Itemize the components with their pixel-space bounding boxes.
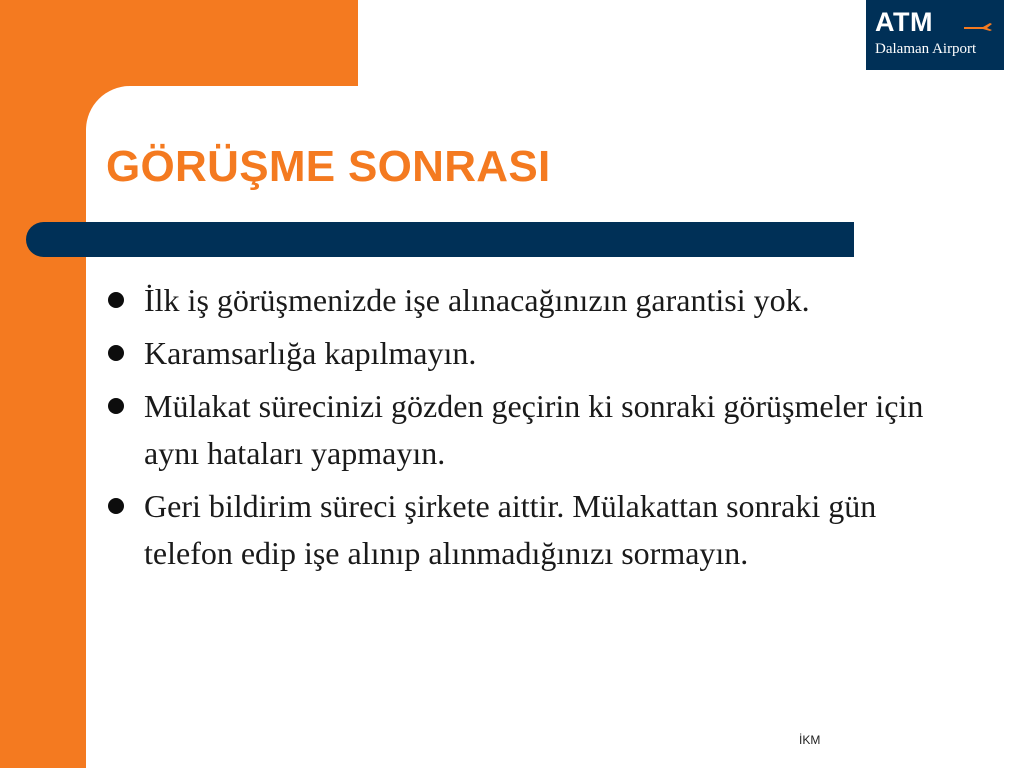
bullet-text: İlk iş görüşmenizde işe alınacağınızın garantisi yok. [144,282,810,318]
bullet-dot-icon [108,498,124,514]
bullet-dot-icon [108,398,124,414]
bullet-text: Geri bildirim süreci şirkete aittir. Mülakattan sonraki gün telefon edip işe alınıp alınmadığınızı sormayın. [144,488,877,571]
title-divider-bar [26,222,854,257]
atm-logo [866,0,1004,70]
bullet-list [104,277,944,583]
bullet-dot-icon [108,292,124,308]
bullet-dot-icon [108,345,124,361]
logo-subtitle: Dalaman Airport [875,41,977,57]
logo-brand: ATM [875,7,933,37]
bullet-item [104,483,944,577]
slide-title: GÖRÜŞME SONRASI [106,142,551,191]
bullet-item [104,383,944,477]
bullet-item [104,330,944,377]
bullet-text: Mülakat sürecinizi gözden geçirin ki sonraki görüşmeler için aynı hataları yapmayın. [144,388,924,471]
bullet-text: Karamsarlığa kapılmayın. [144,335,477,371]
footer-label: İKM [799,733,821,747]
bullet-item [104,277,944,324]
airplane-icon [963,19,993,33]
